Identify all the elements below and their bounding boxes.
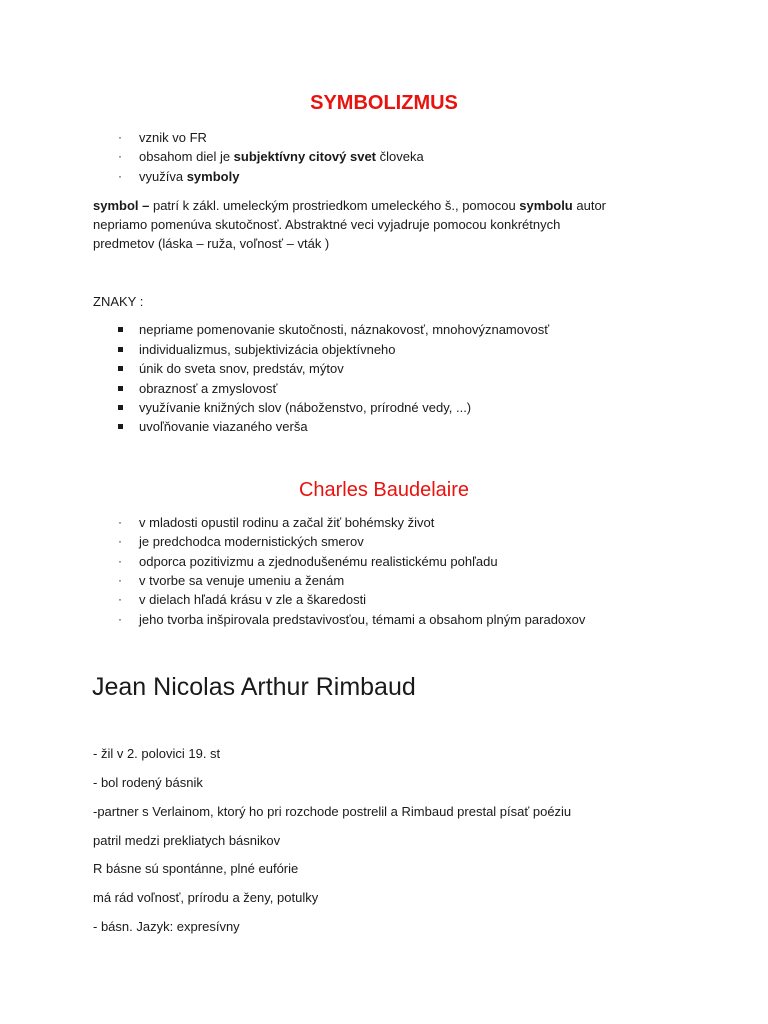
list-item: v mladosti opustil rodinu a začal žiť bohémsky život bbox=[139, 515, 435, 530]
bullet-dot: · bbox=[118, 515, 122, 529]
list-item: využívanie knižných slov (náboženstvo, prírodné vedy, ...) bbox=[139, 400, 472, 415]
list-item: únik do sveta snov, predstáv, mýtov bbox=[139, 361, 344, 376]
symbol-paragraph-line bbox=[93, 196, 606, 215]
bullet-dot: · bbox=[118, 573, 122, 587]
paragraph-line: - žil v 2. polovici 19. st bbox=[93, 746, 221, 761]
section-heading-rimbaud: Jean Nicolas Arthur Rimbaud bbox=[92, 673, 416, 701]
list-item: v tvorbe sa venuje umeniu a ženám bbox=[139, 573, 345, 588]
list-item: uvoľňovanie viazaného verša bbox=[139, 419, 308, 434]
paragraph-line: - básn. Jazyk: expresívny bbox=[93, 919, 240, 934]
list-item: jeho tvorba inšpirovala predstavivosťou, témami a obsahom plným paradoxov bbox=[139, 612, 586, 627]
paragraph-line: - bol rodený básnik bbox=[93, 775, 203, 790]
list-item-text: využíva bbox=[139, 169, 187, 184]
list-item: individualizmus, subjektivizácia objektívneho bbox=[139, 342, 396, 357]
znaky-heading: ZNAKY : bbox=[93, 294, 144, 309]
bullet-square bbox=[118, 347, 123, 352]
symbol-term: symbolu bbox=[519, 198, 573, 213]
section-heading-baudelaire: Charles Baudelaire bbox=[298, 479, 470, 501]
list-item: je predchodca modernistických smerov bbox=[139, 534, 364, 549]
symbol-paragraph-line: nepriamo pomenúva skutočnosť. Abstraktné veci vyjadruje pomocou konkrétnych bbox=[93, 217, 561, 232]
bullet-dot: · bbox=[118, 149, 122, 163]
list-item bbox=[139, 147, 424, 166]
list-item: odporca pozitivizmu a zjednodušenému realistickému pohľadu bbox=[139, 554, 498, 569]
symbol-paragraph-line: predmetov (láska – ruža, voľnosť – vták ) bbox=[93, 236, 330, 251]
symbol-term: symbol – bbox=[93, 198, 150, 213]
list-item: nepriame pomenovanie skutočnosti, náznakovosť, mnohovýznamovosť bbox=[139, 322, 550, 337]
bullet-square bbox=[118, 386, 123, 391]
bullet-dot: · bbox=[118, 554, 122, 568]
bullet-square bbox=[118, 405, 123, 410]
paragraph-line: patril medzi prekliatych básnikov bbox=[93, 833, 281, 848]
bullet-square bbox=[118, 424, 123, 429]
list-item-bold: symboly bbox=[186, 169, 240, 184]
paragraph-line: má rád voľnosť, prírodu a ženy, potulky bbox=[93, 890, 319, 905]
list-item bbox=[139, 167, 239, 186]
list-item-text: obsahom diel je bbox=[139, 149, 234, 164]
bullet-square bbox=[118, 366, 123, 371]
list-item-text: človeka bbox=[376, 149, 424, 164]
paragraph-line: -partner s Verlainom, ktorý ho pri rozchode postrelil a Rimbaud prestal písať poéziu bbox=[93, 804, 572, 819]
list-item: obraznosť a zmyslovosť bbox=[139, 381, 278, 396]
paragraph-text: patrí k zákl. umeleckým prostriedkom umeleckého š., pomocou bbox=[149, 198, 520, 213]
bullet-dot: · bbox=[118, 169, 122, 183]
bullet-dot: · bbox=[118, 592, 122, 606]
list-item: v dielach hľadá krásu v zle a škaredosti bbox=[139, 592, 367, 607]
page-title: SYMBOLIZMUS bbox=[310, 92, 458, 114]
paragraph-line: R básne sú spontánne, plné eufórie bbox=[93, 861, 299, 876]
list-item-bold: subjektívny citový svet bbox=[233, 149, 377, 164]
bullet-dot: · bbox=[118, 130, 122, 144]
paragraph-text: autor bbox=[572, 198, 607, 213]
bullet-dot: · bbox=[118, 534, 122, 548]
list-item: vznik vo FR bbox=[139, 130, 207, 145]
bullet-square bbox=[118, 327, 123, 332]
bullet-dot: · bbox=[118, 612, 122, 626]
